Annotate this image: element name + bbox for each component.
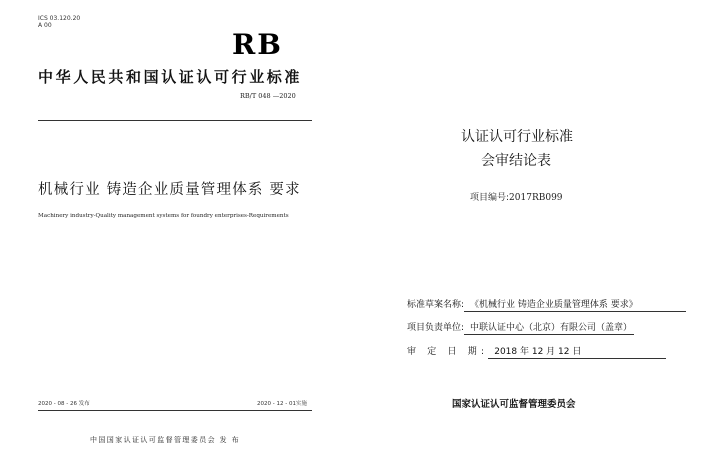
document-title-chinese: 机械行业 铸造企业质量管理体系 要求 <box>38 182 301 198</box>
ccs-code: A 00 <box>38 22 52 29</box>
classification-codes <box>38 15 80 29</box>
top-divider <box>38 120 312 121</box>
standard-category-title: 中华人民共和国认证认可行业标准 <box>38 68 303 86</box>
standard-number: RB/T 048 —2020 <box>240 92 296 100</box>
project-number-value: 2017RB099 <box>509 193 563 203</box>
project-number-label: 项目编号: <box>470 193 510 203</box>
field-value: 2018 年 12 月 12 日 <box>488 346 666 359</box>
publisher: 中国国家认证认可监督管理委员会 发 布 <box>90 436 241 444</box>
bottom-divider <box>38 410 312 411</box>
council-name: 国家认证认可监督管理委员会 <box>452 399 576 410</box>
issue-date: 2020 - 08 - 26 发布 <box>38 401 90 407</box>
field-value: 《机械行业 铸造企业质量管理体系 要求》 <box>464 299 686 312</box>
review-conclusion-page <box>340 0 706 465</box>
field-draft-name <box>407 297 686 312</box>
field-label: 标准草案名称: <box>407 300 465 310</box>
field-responsible-unit <box>407 320 634 335</box>
field-label: 审 定 日 期: <box>407 347 489 357</box>
rb-logo: RB <box>232 28 283 61</box>
field-label: 项目负责单位: <box>407 323 465 333</box>
project-number <box>470 190 563 203</box>
field-value: 中联认证中心（北京）有限公司（盖章） <box>464 322 634 335</box>
field-review-date <box>407 344 666 359</box>
standard-cover-page <box>0 0 340 465</box>
document-title-english: Machinery industry-Quality management systems for foundry enterprises-Requirements <box>38 213 289 219</box>
implementation-date: 2020 - 12 - 01实施 <box>257 401 307 407</box>
review-title-line2: 会审结论表 <box>481 153 551 169</box>
ics-code: ICS 03.120.20 <box>38 15 81 22</box>
review-title-line1: 认证认可行业标准 <box>461 129 573 145</box>
